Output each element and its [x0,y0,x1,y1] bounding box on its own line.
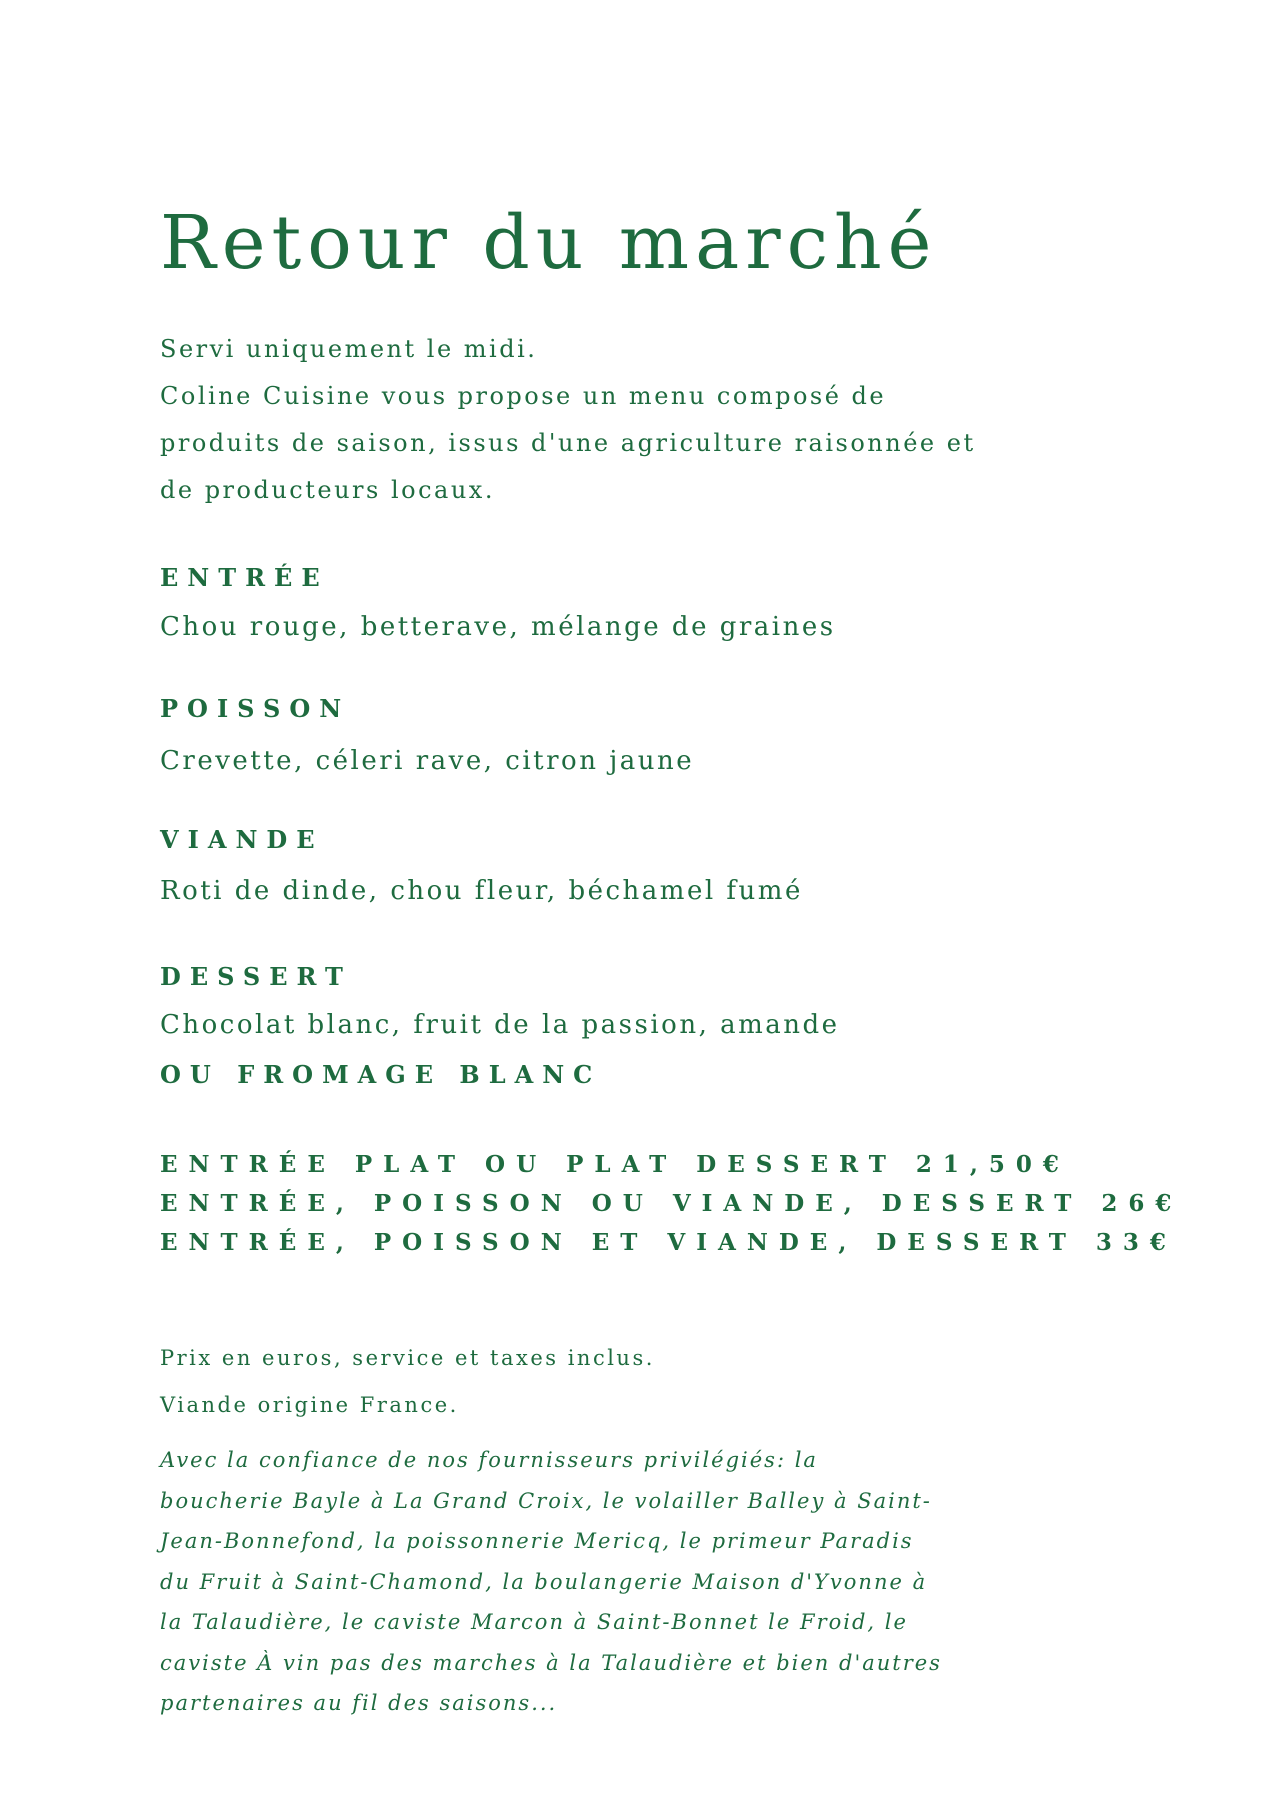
course-dish-poisson: Crevette, céleri rave, citron jaune [160,746,695,776]
price-notes [160,1335,655,1429]
course-dish-viande: Roti de dinde, chou fleur, béchamel fumé [160,876,803,906]
note-line: Viande origine France. [160,1393,459,1417]
course-dish-entree: Chou rouge, betterave, mélange de graines [160,612,836,642]
course-label-dessert: DESSERT [160,962,352,991]
formula-line: ENTRÉE, POISSON ET VIANDE, DESSERT 33€ [160,1229,1177,1256]
course-label-entree: ENTRÉE [160,563,329,592]
page-title: Retour du marché [160,200,938,286]
intro-line: Coline Cuisine vous propose un menu composé de [160,382,887,410]
formula-line: ENTRÉE, POISSON OU VIANDE, DESSERT 26€ [160,1190,1183,1217]
intro-line: produits de saison, issus d'une agriculture raisonnée et [160,429,976,457]
intro-line: Servi uniquement le midi. [160,335,538,363]
formula-line: ENTRÉE PLAT OU PLAT DESSERT 21,50€ [160,1151,1070,1178]
course-dish-dessert: Chocolat blanc, fruit de la passion, amande [160,1010,840,1040]
course-label-poisson: POISSON [160,694,351,723]
intro-line: de producteurs locaux. [160,476,495,504]
intro-text [160,326,976,514]
dessert-alternative: OU FROMAGE BLANC [160,1060,602,1089]
suppliers-text: Avec la confiance de nos fournisseurs privilégiés: la boucherie Bayle à La Grand Croix, le volailler Balley à Saint-Jean-Bonnefond, la poissonnerie Mericq, le primeur Paradis du Fruit à Saint-Chamond, la boulangerie Maison d'Yvonne à la Talaudière, le caviste Marcon à Saint-Bonnet le Froid, le caviste À vin pas des marches à la Talaudière et bien d'autres partenaires au fil des saisons... [160,1448,942,1715]
note-line: Prix en euros, service et taxes inclus. [160,1346,655,1370]
course-label-viande: VIANDE [160,825,324,854]
price-formulas [160,1145,1182,1262]
